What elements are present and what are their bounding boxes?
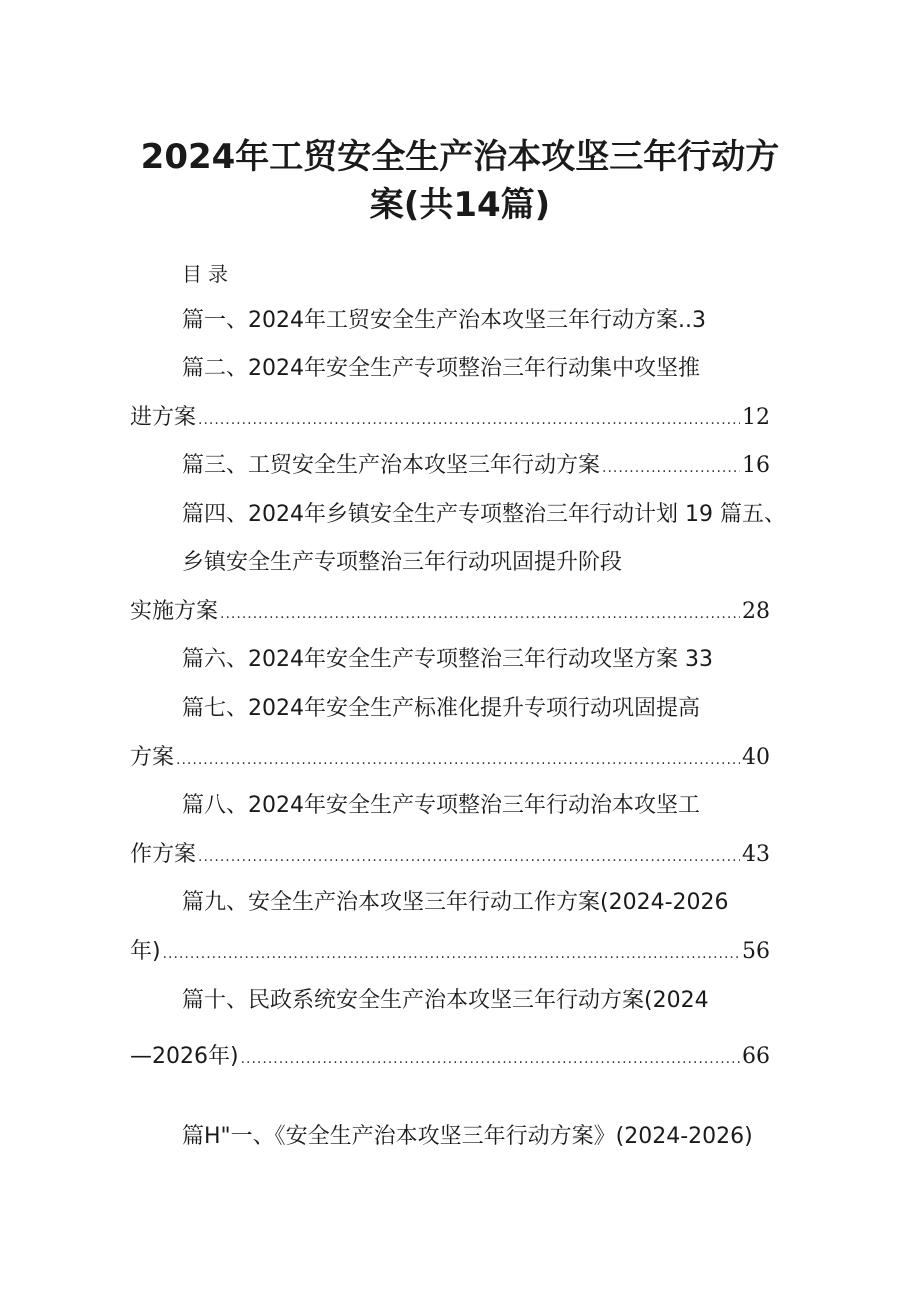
- toc-entry-2-line2[interactable]: [130, 403, 770, 435]
- document-title-line2: 案(共14篇): [369, 185, 551, 225]
- toc-entry-8-line1[interactable]: 篇八、2024年安全生产专项整治三年行动治本攻坚工: [182, 793, 700, 818]
- toc-entry-10-line1[interactable]: 篇十、民政系统安全生产治本攻坚三年行动方案(2024: [182, 988, 709, 1013]
- toc-entry-7-line2[interactable]: [130, 743, 770, 775]
- toc-entry-text: 进方案: [130, 405, 197, 430]
- leader-dots: [198, 405, 740, 435]
- section-heading: 篇H"一、《安全生产治本攻坚三年行动方案》(2024-2026): [182, 1124, 753, 1149]
- leader-dots: [176, 745, 740, 775]
- toc-entry-text: 年): [130, 939, 161, 964]
- leader-dots: [241, 1044, 740, 1074]
- toc-page-number: 56: [742, 939, 770, 964]
- toc-entry-text: —2026年): [130, 1044, 239, 1069]
- toc-page-number: 40: [742, 745, 770, 770]
- leader-dots: [163, 939, 740, 969]
- toc-entry-3[interactable]: [182, 451, 770, 483]
- toc-entry-text: 实施方案: [130, 599, 219, 624]
- toc-entry-5-line3[interactable]: [130, 597, 770, 629]
- toc-entry-4-line1[interactable]: 篇四、2024年乡镇安全生产专项整治三年行动计划 19 篇五、: [182, 502, 786, 527]
- toc-entry-9-line2[interactable]: [130, 937, 770, 969]
- toc-page-number: 28: [742, 599, 770, 624]
- toc-entry-5-line2[interactable]: 乡镇安全生产专项整治三年行动巩固提升阶段: [182, 550, 623, 575]
- document-title-line1: 2024年工贸安全生产治本攻坚三年行动方: [140, 137, 780, 177]
- toc-page-number: 43: [742, 842, 770, 867]
- toc-heading: 目录: [182, 262, 234, 286]
- leader-dots: [198, 842, 740, 872]
- toc-entry-9-line1[interactable]: 篇九、安全生产治本攻坚三年行动工作方案(2024-2026: [182, 890, 729, 915]
- toc-entry-1[interactable]: 篇一、2024年工贸安全生产治本攻坚三年行动方案..3: [182, 308, 706, 333]
- toc-entry-10-line2[interactable]: [130, 1042, 770, 1074]
- toc-entry-2-line1[interactable]: 篇二、2024年安全生产专项整治三年行动集中攻坚推: [182, 356, 700, 381]
- toc-page-number: 16: [742, 453, 770, 478]
- toc-entry-text: 作方案: [130, 842, 197, 867]
- toc-page-number: 66: [742, 1044, 770, 1069]
- toc-entry-text: 方案: [130, 745, 175, 770]
- toc-entry-text: 篇三、工贸安全生产治本攻坚三年行动方案: [182, 453, 601, 478]
- toc-entry-6[interactable]: 篇六、2024年安全生产专项整治三年行动攻坚方案 33: [182, 647, 713, 672]
- toc-page-number: 12: [742, 405, 770, 430]
- leader-dots: [220, 599, 740, 629]
- leader-dots: [602, 453, 740, 483]
- toc-entry-8-line2[interactable]: [130, 840, 770, 872]
- toc-entry-7-line1[interactable]: 篇七、2024年安全生产标准化提升专项行动巩固提高: [182, 696, 700, 721]
